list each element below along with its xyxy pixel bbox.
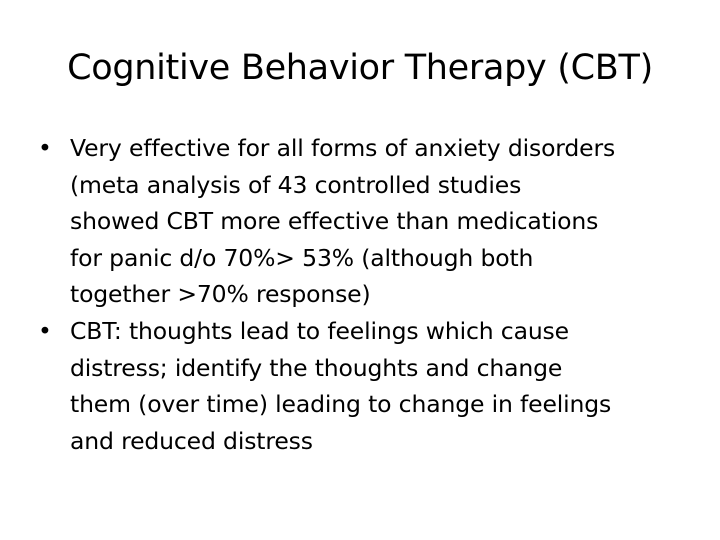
bullet-list: [36, 130, 686, 459]
bullet-marker: •: [38, 134, 52, 162]
bullet-line: Very effective for all forms of anxiety disorders: [70, 134, 616, 162]
bullet-line: (meta analysis of 43 controlled studies: [70, 170, 522, 199]
bullet-line: and reduced distress: [70, 426, 313, 455]
bullet-line: distress; identify the thoughts and change: [70, 353, 563, 382]
bullet-line: them (over time) leading to change in feelings: [70, 390, 612, 419]
bullet-marker: •: [38, 316, 52, 345]
slide-title: Cognitive Behavior Therapy (CBT): [67, 48, 653, 88]
bullet-item: [36, 130, 686, 313]
bullet-line: for panic d/o 70%> 53% (although both: [70, 243, 534, 272]
bullet-line: together >70% response): [70, 280, 371, 309]
bullet-line: showed CBT more effective than medications: [70, 207, 599, 236]
bullet-line: CBT: thoughts lead to feelings which cause: [70, 316, 569, 345]
bullet-item: [36, 313, 686, 459]
